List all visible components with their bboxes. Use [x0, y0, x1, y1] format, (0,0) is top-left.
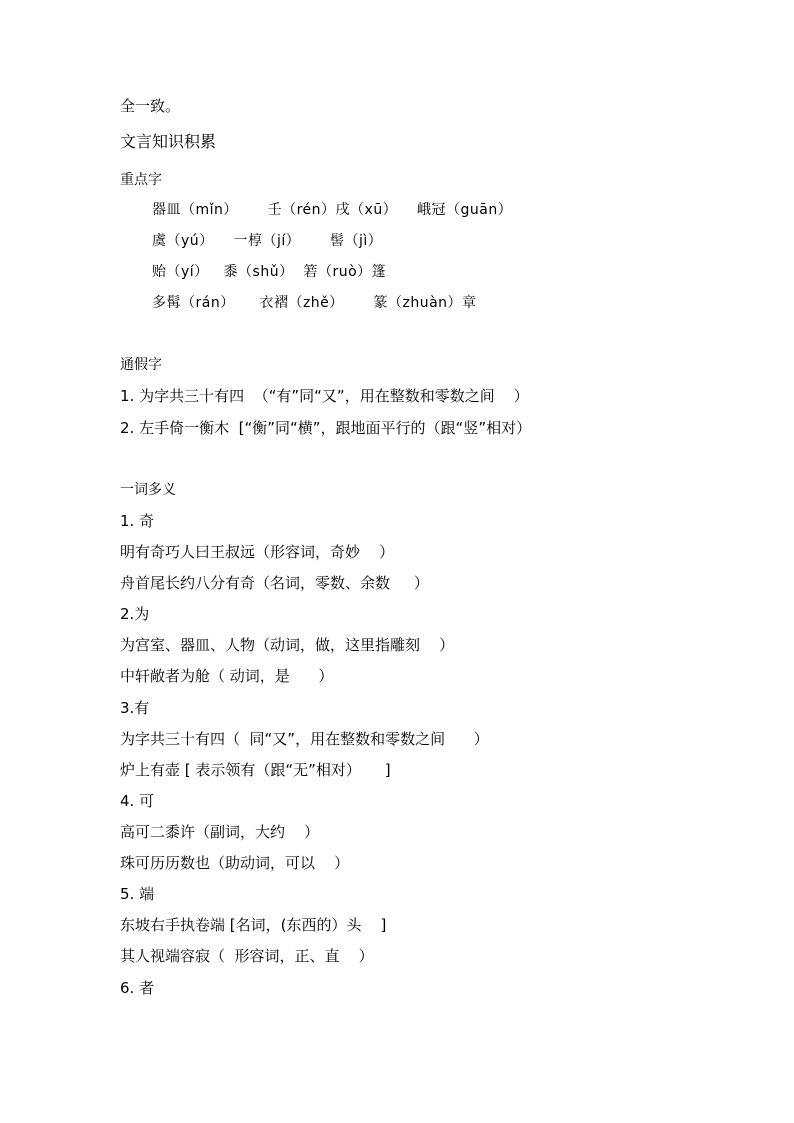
text-line: 全一致。 [120, 97, 181, 115]
text-line: 其人视端容寂（ 形容词，正、直 ） [120, 947, 374, 965]
text-line: 舟首尾长约八分有奇（名词，零数、余数 ） [120, 574, 429, 592]
vocab-line: 器皿（mǐn） 壬（rén）戌（xū） 峨冠（guān） [152, 202, 513, 218]
text-line: 明有奇巧人曰王叔远（形容词，奇妙 ） [120, 543, 395, 561]
vocab-line: 贻（yí） 黍（shǔ） 箬（ruò）篷 [152, 264, 387, 280]
text-line: 高可二黍许（副词，大约 ） [120, 823, 320, 841]
vocab-line: 多髯（rán） 衣褶（zhě） 篆（zhuàn）章 [152, 295, 477, 311]
vocab-line: 虞（yú） 一椁（jí） 髻（jì） [152, 233, 383, 249]
list-item: 6. 者 [120, 979, 155, 997]
list-item: 5. 端 [120, 885, 155, 903]
text-line: 炉上有壶 [ 表示领有（跟“无”相对） ] [120, 761, 391, 779]
text-line: 东坡右手执卷端 [名词，(东西的）头 ] [120, 916, 387, 934]
list-item: 1. 为字共三十有四 （“有”同“又”，用在整数和零数之间 ） [120, 387, 529, 405]
text-line: 为宫室、器皿、人物（动词，做，这里指雕刻 ） [120, 636, 455, 654]
list-item: 2. 左手倚一衡木 [“衡”同“横”，跟地面平行的（跟“竖”相对） [120, 419, 532, 437]
list-item: 4. 可 [120, 792, 155, 810]
text-line: 为字共三十有四（ 同“又”，用在整数和零数之间 ） [120, 730, 489, 748]
subsection-heading: 一词多义 [120, 482, 176, 498]
subsection-heading: 重点字 [120, 172, 162, 188]
subsection-heading: 通假字 [120, 357, 162, 373]
text-line: 珠可历历数也（助动词，可以 ） [120, 854, 350, 872]
list-item: 2.为 [120, 605, 150, 623]
list-item: 1. 奇 [120, 512, 155, 530]
section-heading: 文言知识积累 [120, 132, 217, 151]
list-item: 3.有 [120, 699, 150, 717]
text-line: 中轩敞者为舱（ 动词，是 ） [120, 667, 334, 685]
